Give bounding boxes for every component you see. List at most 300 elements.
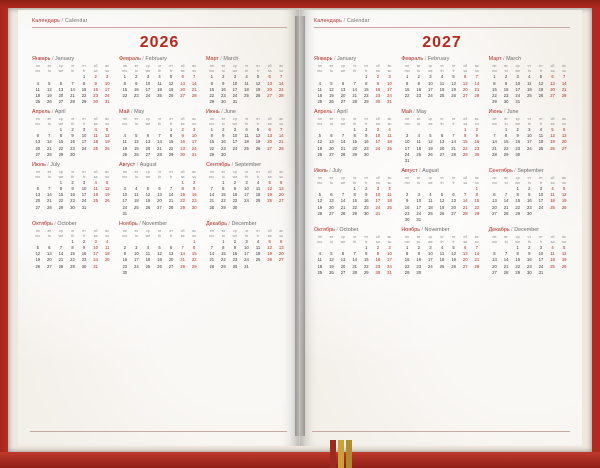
day-cell[interactable]: 2 <box>94 74 97 80</box>
day-cell[interactable]: 27 <box>267 145 272 151</box>
day-cell[interactable]: 10 <box>81 186 87 192</box>
day-cell[interactable]: 20 <box>35 145 41 151</box>
day-cell[interactable]: 10 <box>93 245 98 251</box>
day-cell[interactable]: 4 <box>94 180 97 186</box>
day-cell[interactable]: 4 <box>318 251 321 257</box>
day-cell[interactable]: 12 <box>451 251 456 257</box>
day-cell[interactable]: 21 <box>209 257 215 263</box>
day-cell[interactable]: 23 <box>232 198 238 204</box>
day-cell[interactable]: 16 <box>503 86 509 92</box>
day-cell[interactable]: 13 <box>35 139 41 145</box>
day-cell[interactable]: 1 <box>193 239 196 245</box>
day-cell[interactable]: 16 <box>363 139 369 145</box>
day-cell[interactable]: 10 <box>387 80 392 86</box>
day-cell[interactable]: 3 <box>106 74 109 80</box>
day-cell[interactable]: 19 <box>329 92 334 98</box>
day-cell[interactable]: 15 <box>503 139 509 145</box>
day-cell[interactable]: 19 <box>255 139 261 145</box>
day-cell[interactable]: 13 <box>145 139 151 145</box>
day-cell[interactable]: 20 <box>35 198 41 204</box>
day-cell[interactable]: 16 <box>93 86 98 92</box>
day-cell[interactable]: 3 <box>528 127 531 133</box>
day-cell[interactable]: 6 <box>551 74 554 80</box>
day-cell[interactable]: 5 <box>36 245 39 251</box>
day-cell[interactable]: 13 <box>340 257 346 263</box>
day-cell[interactable]: 11 <box>538 133 544 139</box>
day-cell[interactable]: 13 <box>462 251 468 257</box>
day-cell[interactable]: 16 <box>474 139 480 145</box>
day-cell[interactable]: 7 <box>475 245 478 251</box>
day-cell[interactable]: 14 <box>47 192 52 198</box>
day-cell[interactable]: 16 <box>515 139 521 145</box>
day-cell[interactable]: 19 <box>550 139 555 145</box>
day-cell[interactable]: 25 <box>145 263 151 269</box>
day-cell[interactable]: 26 <box>550 145 555 151</box>
day-cell[interactable]: 17 <box>538 257 544 263</box>
day-cell[interactable]: 13 <box>550 80 555 86</box>
day-cell[interactable]: 18 <box>387 139 392 145</box>
day-cell[interactable]: 31 <box>191 151 197 157</box>
day-cell[interactable]: 8 <box>222 186 225 192</box>
day-cell[interactable]: 11 <box>550 192 555 198</box>
day-cell[interactable]: 4 <box>551 245 554 251</box>
day-cell[interactable]: 25 <box>255 198 261 204</box>
day-cell[interactable]: 8 <box>59 186 63 192</box>
day-cell[interactable]: 28 <box>47 151 52 157</box>
day-cell[interactable]: 23 <box>221 92 226 98</box>
day-cell[interactable]: 9 <box>233 186 237 192</box>
day-cell[interactable]: 10 <box>538 192 544 198</box>
day-cell[interactable]: 8 <box>493 80 496 86</box>
day-cell[interactable]: 3 <box>539 186 543 192</box>
day-cell[interactable]: 12 <box>267 245 272 251</box>
day-cell[interactable]: 16 <box>416 86 422 92</box>
day-cell[interactable]: 23 <box>503 92 509 98</box>
day-cell[interactable]: 20 <box>157 198 162 204</box>
day-cell[interactable]: 4 <box>245 74 248 80</box>
day-cell[interactable]: 26 <box>329 269 334 275</box>
day-cell[interactable]: 10 <box>428 251 433 257</box>
day-cell[interactable]: 9 <box>71 133 74 139</box>
day-cell[interactable]: 28 <box>157 151 162 157</box>
day-cell[interactable]: 8 <box>365 251 368 257</box>
day-cell[interactable]: 1 <box>475 186 478 192</box>
day-cell[interactable]: 17 <box>232 139 238 145</box>
day-cell[interactable]: 19 <box>317 145 323 151</box>
day-cell[interactable]: 5 <box>551 127 554 133</box>
day-cell[interactable]: 2 <box>222 127 225 133</box>
day-cell[interactable]: 17 <box>428 257 433 263</box>
day-cell[interactable]: 21 <box>451 145 456 151</box>
day-cell[interactable]: 19 <box>267 251 272 257</box>
bookmark-ribbon-bronze[interactable] <box>346 440 352 468</box>
day-cell[interactable]: 5 <box>169 74 173 80</box>
day-cell[interactable]: 10 <box>515 80 521 86</box>
day-cell[interactable]: 8 <box>464 133 467 139</box>
day-cell[interactable]: 29 <box>81 98 87 104</box>
day-cell[interactable]: 5 <box>146 186 150 192</box>
day-cell[interactable]: 21 <box>191 86 197 92</box>
day-cell[interactable]: 25 <box>439 92 445 98</box>
day-cell[interactable]: 3 <box>233 127 237 133</box>
day-cell[interactable]: 1 <box>222 180 225 186</box>
day-cell[interactable]: 20 <box>561 139 567 145</box>
day-cell[interactable]: 8 <box>516 251 519 257</box>
day-cell[interactable]: 24 <box>145 92 151 98</box>
day-cell[interactable]: 2 <box>376 74 380 80</box>
day-cell[interactable]: 15 <box>209 86 215 92</box>
day-cell[interactable]: 28 <box>168 204 174 210</box>
day-cell[interactable]: 13 <box>267 80 272 86</box>
day-cell[interactable]: 29 <box>191 263 197 269</box>
day-cell[interactable]: 17 <box>387 257 392 263</box>
day-cell[interactable]: 5 <box>106 180 109 186</box>
day-cell[interactable]: 4 <box>440 74 444 80</box>
day-cell[interactable]: 27 <box>561 145 567 151</box>
day-cell[interactable]: 27 <box>462 92 468 98</box>
day-cell[interactable]: 18 <box>157 86 162 92</box>
day-cell[interactable]: 25 <box>550 263 555 269</box>
day-cell[interactable]: 3 <box>429 245 432 251</box>
day-cell[interactable]: 26 <box>317 210 323 216</box>
day-cell[interactable]: 4 <box>388 186 391 192</box>
day-cell[interactable]: 27 <box>329 151 334 157</box>
day-cell[interactable]: 2 <box>365 186 368 192</box>
day-cell[interactable]: 11 <box>255 186 261 192</box>
day-cell[interactable]: 24 <box>515 92 521 98</box>
day-cell[interactable]: 12 <box>157 251 162 257</box>
day-cell[interactable]: 14 <box>451 139 456 145</box>
day-cell[interactable]: 16 <box>122 257 128 263</box>
day-cell[interactable]: 17 <box>145 86 151 92</box>
day-cell[interactable]: 25 <box>387 204 392 210</box>
day-cell[interactable]: 21 <box>168 198 174 204</box>
day-cell[interactable]: 25 <box>104 257 110 263</box>
day-cell[interactable]: 21 <box>47 198 52 204</box>
day-cell[interactable]: 31 <box>416 216 422 222</box>
day-cell[interactable]: 25 <box>157 92 162 98</box>
day-cell[interactable]: 10 <box>81 133 87 139</box>
day-cell[interactable]: 17 <box>538 198 544 204</box>
day-cell[interactable]: 11 <box>439 251 445 257</box>
day-cell[interactable]: 28 <box>47 204 52 210</box>
day-cell[interactable]: 22 <box>70 257 75 263</box>
day-cell[interactable]: 16 <box>221 139 226 145</box>
day-cell[interactable]: 17 <box>93 251 98 257</box>
day-cell[interactable]: 24 <box>232 145 238 151</box>
day-cell[interactable]: 31 <box>375 210 381 216</box>
day-cell[interactable]: 29 <box>363 98 369 104</box>
day-cell[interactable]: 3 <box>82 127 86 133</box>
day-cell[interactable]: 27 <box>145 151 151 157</box>
day-cell[interactable]: 25 <box>550 204 555 210</box>
day-cell[interactable]: 2 <box>222 74 225 80</box>
day-cell[interactable]: 12 <box>329 86 334 92</box>
day-cell[interactable]: 24 <box>122 204 128 210</box>
day-cell[interactable]: 13 <box>58 86 64 92</box>
day-cell[interactable]: 14 <box>157 139 162 145</box>
day-cell[interactable]: 15 <box>404 86 410 92</box>
day-cell[interactable]: 5 <box>268 239 271 245</box>
day-cell[interactable]: 8 <box>169 133 173 139</box>
day-cell[interactable]: 27 <box>462 263 468 269</box>
day-cell[interactable]: 5 <box>318 192 321 198</box>
day-cell[interactable]: 4 <box>388 127 391 133</box>
day-cell[interactable]: 24 <box>134 263 139 269</box>
day-cell[interactable]: 24 <box>93 257 98 263</box>
day-cell[interactable]: 26 <box>47 98 52 104</box>
day-cell[interactable]: 15 <box>221 251 226 257</box>
day-cell[interactable]: 16 <box>81 251 87 257</box>
day-cell[interactable]: 29 <box>168 151 174 157</box>
day-cell[interactable]: 16 <box>232 251 238 257</box>
day-cell[interactable]: 10 <box>428 80 433 86</box>
day-cell[interactable]: 8 <box>181 186 184 192</box>
day-cell[interactable]: 7 <box>48 133 51 139</box>
day-cell[interactable]: 25 <box>244 92 249 98</box>
day-cell[interactable]: 12 <box>255 133 261 139</box>
day-cell[interactable]: 3 <box>94 239 97 245</box>
day-cell[interactable]: 26 <box>134 151 139 157</box>
day-cell[interactable]: 24 <box>526 145 532 151</box>
day-cell[interactable]: 18 <box>255 251 261 257</box>
day-cell[interactable]: 11 <box>157 80 162 86</box>
day-cell[interactable]: 8 <box>222 245 225 251</box>
day-cell[interactable]: 22 <box>180 198 185 204</box>
day-cell[interactable]: 3 <box>82 180 86 186</box>
day-cell[interactable]: 23 <box>526 263 532 269</box>
day-cell[interactable]: 24 <box>232 92 238 98</box>
day-cell[interactable]: 1 <box>516 186 519 192</box>
day-cell[interactable]: 15 <box>474 198 480 204</box>
day-cell[interactable]: 25 <box>416 151 422 157</box>
day-cell[interactable]: 24 <box>191 145 197 151</box>
day-cell[interactable]: 15 <box>209 139 215 145</box>
day-cell[interactable]: 11 <box>122 139 127 145</box>
day-cell[interactable]: 8 <box>71 245 74 251</box>
day-cell[interactable]: 1 <box>71 239 74 245</box>
day-cell[interactable]: 22 <box>58 145 64 151</box>
day-cell[interactable]: 24 <box>244 198 249 204</box>
day-cell[interactable]: 10 <box>122 192 128 198</box>
day-cell[interactable]: 20 <box>58 92 64 98</box>
day-cell[interactable]: 26 <box>451 92 456 98</box>
day-cell[interactable]: 22 <box>404 92 410 98</box>
day-cell[interactable]: 18 <box>104 251 110 257</box>
day-cell[interactable]: 17 <box>375 198 381 204</box>
day-cell[interactable]: 20 <box>340 92 346 98</box>
day-cell[interactable]: 21 <box>278 139 284 145</box>
day-cell[interactable]: 28 <box>462 210 468 216</box>
day-cell[interactable]: 22 <box>492 92 497 98</box>
day-cell[interactable]: 21 <box>462 204 468 210</box>
day-cell[interactable]: 11 <box>416 139 421 145</box>
day-cell[interactable]: 7 <box>169 186 173 192</box>
day-cell[interactable]: 9 <box>417 80 420 86</box>
day-cell[interactable]: 21 <box>209 198 215 204</box>
day-cell[interactable]: 21 <box>503 263 509 269</box>
day-cell[interactable]: 14 <box>561 80 567 86</box>
day-cell[interactable]: 3 <box>376 127 380 133</box>
day-cell[interactable]: 15 <box>122 86 128 92</box>
day-cell[interactable]: 22 <box>58 198 64 204</box>
day-cell[interactable]: 8 <box>210 80 213 86</box>
day-cell[interactable]: 9 <box>405 198 409 204</box>
day-cell[interactable]: 25 <box>317 98 323 104</box>
day-cell[interactable]: 31 <box>104 98 110 104</box>
day-cell[interactable]: 15 <box>462 139 468 145</box>
day-cell[interactable]: 13 <box>329 198 334 204</box>
day-cell[interactable]: 16 <box>180 139 185 145</box>
day-cell[interactable]: 2 <box>233 180 237 186</box>
day-cell[interactable]: 3 <box>417 192 420 198</box>
day-cell[interactable]: 29 <box>503 151 509 157</box>
day-cell[interactable]: 31 <box>387 269 392 275</box>
day-cell[interactable]: 7 <box>48 186 51 192</box>
day-cell[interactable]: 19 <box>561 198 567 204</box>
day-cell[interactable]: 25 <box>317 269 323 275</box>
day-cell[interactable]: 8 <box>353 192 356 198</box>
day-cell[interactable]: 8 <box>193 245 196 251</box>
day-cell[interactable]: 9 <box>82 245 86 251</box>
day-cell[interactable]: 6 <box>464 245 467 251</box>
day-cell[interactable]: 6 <box>48 245 51 251</box>
day-cell[interactable]: 21 <box>157 145 162 151</box>
day-cell[interactable]: 29 <box>352 210 357 216</box>
day-cell[interactable]: 28 <box>492 151 497 157</box>
day-cell[interactable]: 26 <box>538 92 544 98</box>
day-cell[interactable]: 28 <box>561 92 567 98</box>
day-cell[interactable]: 20 <box>340 263 346 269</box>
day-cell[interactable]: 29 <box>462 151 468 157</box>
day-cell[interactable]: 15 <box>352 198 357 204</box>
day-cell[interactable]: 9 <box>222 133 225 139</box>
day-cell[interactable]: 22 <box>363 92 369 98</box>
day-cell[interactable]: 14 <box>503 198 509 204</box>
day-cell[interactable]: 4 <box>94 127 97 133</box>
day-cell[interactable]: 22 <box>404 263 410 269</box>
day-cell[interactable]: 2 <box>417 74 420 80</box>
day-cell[interactable]: 20 <box>462 257 468 263</box>
day-cell[interactable]: 21 <box>474 257 480 263</box>
day-cell[interactable]: 4 <box>36 80 39 86</box>
day-cell[interactable]: 9 <box>516 133 519 139</box>
day-cell[interactable]: 6 <box>493 251 496 257</box>
day-cell[interactable]: 29 <box>209 98 215 104</box>
day-cell[interactable]: 27 <box>47 263 52 269</box>
day-cell[interactable]: 26 <box>104 145 110 151</box>
day-cell[interactable]: 3 <box>233 74 237 80</box>
day-cell[interactable]: 10 <box>244 186 249 192</box>
day-cell[interactable]: 15 <box>58 139 64 145</box>
day-cell[interactable]: 14 <box>278 80 284 86</box>
day-cell[interactable]: 22 <box>81 92 87 98</box>
day-cell[interactable]: 20 <box>278 251 284 257</box>
day-cell[interactable]: 15 <box>352 139 357 145</box>
day-cell[interactable]: 30 <box>221 98 226 104</box>
day-cell[interactable]: 7 <box>353 251 356 257</box>
day-cell[interactable]: 14 <box>70 86 75 92</box>
day-cell[interactable]: 18 <box>428 204 433 210</box>
day-cell[interactable]: 6 <box>59 80 63 86</box>
day-cell[interactable]: 9 <box>193 186 196 192</box>
day-cell[interactable]: 21 <box>492 145 497 151</box>
day-cell[interactable]: 8 <box>123 80 126 86</box>
day-cell[interactable]: 25 <box>439 263 445 269</box>
day-cell[interactable]: 6 <box>341 251 345 257</box>
day-cell[interactable]: 2 <box>181 127 184 133</box>
day-cell[interactable]: 7 <box>504 192 508 198</box>
day-cell[interactable]: 7 <box>341 133 345 139</box>
day-cell[interactable]: 8 <box>365 80 368 86</box>
day-cell[interactable]: 29 <box>492 98 497 104</box>
day-cell[interactable]: 25 <box>93 198 98 204</box>
day-cell[interactable]: 2 <box>376 245 380 251</box>
day-cell[interactable]: 15 <box>81 86 87 92</box>
day-cell[interactable]: 1 <box>181 180 184 186</box>
day-cell[interactable]: 15 <box>404 257 410 263</box>
day-cell[interactable]: 19 <box>267 192 272 198</box>
day-cell[interactable]: 20 <box>145 145 151 151</box>
day-cell[interactable]: 20 <box>267 139 272 145</box>
day-cell[interactable]: 17 <box>416 204 422 210</box>
day-cell[interactable]: 19 <box>47 92 52 98</box>
day-cell[interactable]: 13 <box>492 198 497 204</box>
day-cell[interactable]: 2 <box>528 186 531 192</box>
day-cell[interactable]: 4 <box>256 239 260 245</box>
day-cell[interactable]: 26 <box>561 204 567 210</box>
day-cell[interactable]: 1 <box>222 239 225 245</box>
day-cell[interactable]: 26 <box>35 263 41 269</box>
day-cell[interactable]: 3 <box>516 74 519 80</box>
day-cell[interactable]: 3 <box>388 74 391 80</box>
day-cell[interactable]: 28 <box>503 269 509 275</box>
day-cell[interactable]: 8 <box>82 80 86 86</box>
day-cell[interactable]: 1 <box>353 186 356 192</box>
day-cell[interactable]: 9 <box>504 80 508 86</box>
day-cell[interactable]: 7 <box>341 192 345 198</box>
day-cell[interactable]: 22 <box>363 263 369 269</box>
day-cell[interactable]: 5 <box>318 133 321 139</box>
day-cell[interactable]: 6 <box>280 180 283 186</box>
day-cell[interactable]: 18 <box>526 86 532 92</box>
day-cell[interactable]: 4 <box>146 245 150 251</box>
day-cell[interactable]: 16 <box>416 257 422 263</box>
day-cell[interactable]: 28 <box>58 263 64 269</box>
day-cell[interactable]: 14 <box>474 251 480 257</box>
day-cell[interactable]: 12 <box>561 251 567 257</box>
day-cell[interactable]: 21 <box>352 92 357 98</box>
day-cell[interactable]: 18 <box>439 86 445 92</box>
day-cell[interactable]: 24 <box>538 204 544 210</box>
day-cell[interactable]: 5 <box>452 74 455 80</box>
day-cell[interactable]: 23 <box>416 92 422 98</box>
day-cell[interactable]: 11 <box>317 257 322 263</box>
day-cell[interactable]: 29 <box>209 151 215 157</box>
day-cell[interactable]: 8 <box>516 192 519 198</box>
day-cell[interactable]: 16 <box>375 257 381 263</box>
day-cell[interactable]: 4 <box>106 239 109 245</box>
day-cell[interactable]: 14 <box>474 80 480 86</box>
day-cell[interactable]: 3 <box>245 180 248 186</box>
day-cell[interactable]: 30 <box>363 210 369 216</box>
day-cell[interactable]: 7 <box>181 245 184 251</box>
day-cell[interactable]: 13 <box>561 133 567 139</box>
day-cell[interactable]: 26 <box>329 98 334 104</box>
day-cell[interactable]: 13 <box>329 139 334 145</box>
day-cell[interactable]: 11 <box>244 80 249 86</box>
day-cell[interactable]: 5 <box>563 186 566 192</box>
